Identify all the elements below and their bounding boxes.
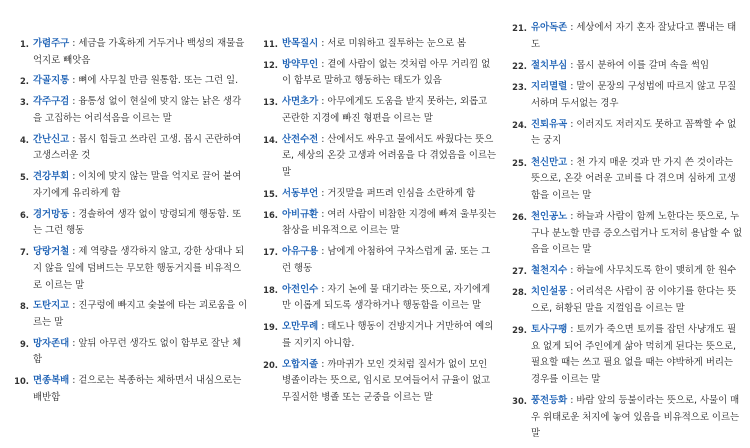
separator: : [321,38,325,49]
item-number: 27. [512,266,527,277]
list-item [504,393,744,443]
item-text [33,207,250,240]
separator: : [570,265,574,277]
item-text [531,155,744,205]
idiom-definition: 뼈에 사무칠 만큼 원통함. 또는 그런 일. [78,75,239,87]
separator: : [321,58,325,70]
item-text [282,319,499,352]
list-item [255,186,499,203]
item-text [282,282,499,315]
list-item [255,132,499,182]
separator: : [570,80,574,92]
separator: : [72,38,76,49]
separator: : [321,208,325,220]
list-item [504,79,744,112]
list-item [6,298,250,331]
idiom-term: 망자존대 [33,337,70,349]
idiom-definition: 세금을 가혹하게 거두거나 백성의 재물을 억지로 빼앗음 [33,38,245,66]
column-1 [6,0,250,411]
item-number: 10. [14,376,29,387]
item-number: 9. [19,338,29,349]
idiom-definition: 제 역량을 생각하지 않고, 강한 상대나 되지 않을 일에 덤벼드는 무모한 행동거지를 비유적으로 이르는 말 [33,246,245,291]
idiom-definition: 하늘에 사무치도록 한이 맺히게 한 원수 [576,265,737,277]
idiom-definition: 서로 미워하고 질투하는 눈으로 봄 [327,38,467,49]
idiom-definition: 몹시 힘들고 쓰라린 고생. 몹시 곤란하여 고생스러운 것 [33,133,242,162]
item-text [282,132,499,182]
list-item [255,282,499,315]
item-number: 8. [19,301,29,312]
separator: : [321,246,325,258]
idiom-term: 치인설몽 [531,286,568,298]
separator: : [72,171,76,183]
item-number: 16. [263,209,278,220]
idiom-definition: 산에서도 싸우고 물에서도 싸웠다는 뜻으로, 세상의 온갖 고생과 어려움을 다 겪었음을 이르는 말 [282,133,497,179]
item-number: 21. [512,23,527,33]
item-text [531,393,744,443]
item-text [531,20,744,53]
separator: : [570,324,574,336]
list-item [255,357,499,407]
list-item [6,94,250,127]
list-item [255,319,499,352]
list-item [6,244,250,294]
idiom-term: 유아독존 [531,22,568,33]
idiom-definition: 하늘과 사람이 함께 노한다는 뜻으로, 누구나 분노할 만큼 증오스럽거나 도저히 용납할 수 없음을 이르는 말 [531,210,743,256]
item-number: 22. [512,60,527,71]
separator: : [570,156,574,168]
idiom-term: 면종복배 [33,375,70,387]
idiom-definition: 겉으로는 복종하는 체하면서 내심으로는 배반함 [33,375,242,403]
idiom-term: 사면초가 [282,96,319,108]
idiom-definition: 몹시 분하여 이를 갈며 속을 썩임 [576,59,710,71]
separator: : [570,210,574,222]
list-item [504,58,744,75]
list-item [6,73,250,90]
item-number: 11. [263,39,278,49]
idiom-definition: 세상에서 자기 혼자 잘났다고 뽐내는 태도 [531,22,737,50]
item-number: 30. [512,396,527,407]
separator: : [321,283,325,295]
separator: : [72,246,76,258]
item-number: 12. [263,59,278,70]
item-text [33,373,250,406]
list-item [504,117,744,150]
idiom-definition: 토끼가 죽으면 토끼를 잡던 사냥개도 필요 없게 되어 주인에게 삶아 먹히게 된다는 뜻으로, 필요할 때는 쓰고 필요 없을 때는 야박하게 버리는 경우를 이르는 말 [531,324,737,386]
list-item [504,20,744,53]
item-text [33,132,250,165]
item-number: 14. [263,134,278,145]
item-number: 7. [19,247,29,258]
item-number: 29. [512,325,527,336]
item-text [33,244,250,294]
item-text [531,79,744,112]
item-text [282,57,499,90]
separator: : [72,133,76,145]
list-item [504,209,744,259]
item-text [33,94,250,127]
item-text [531,263,744,280]
idiom-term: 견강부회 [33,171,70,183]
list-item [6,36,250,69]
separator: : [570,286,574,298]
idiom-definition: 아무에게도 도움을 받지 못하는, 외롭고 곤란한 지경에 빠진 형편을 이르는 말 [282,96,488,124]
item-number: 19. [263,322,278,333]
item-text [33,73,250,90]
item-text [33,298,250,331]
separator: : [321,133,325,145]
idiom-definition: 남에게 아첨하여 구차스럽게 굶. 또는 그런 행동 [282,246,491,274]
item-text [531,322,744,388]
separator: : [321,358,325,370]
item-text [33,169,250,202]
list-item [255,207,499,240]
idiom-term: 절치부심 [531,59,568,71]
idiom-definition: 자기 논에 물 대기라는 뜻으로, 자기에게만 이롭게 되도록 생각하거나 행동함을 이르는 말 [282,283,491,312]
idiom-term: 방약무인 [282,58,319,70]
idiom-term: 반목질시 [282,38,319,49]
item-text [282,244,499,277]
idiom-definition: 진구렁에 빠지고 숯불에 타는 괴로움을 이르는 말 [33,300,248,328]
list-item [6,336,250,369]
item-text [282,94,499,127]
idiom-definition: 천 가지 매운 것과 만 가지 쓴 것이라는 뜻으로, 온갖 어려운 고비를 다 겪으며 심하게 고생함을 이르는 말 [531,156,736,201]
item-text [531,284,744,317]
idiom-definition: 앞뒤 아무런 생각도 없이 함부로 잘난 체함 [33,337,242,366]
idiom-definition: 경솔하여 생각 없이 망령되게 행동함. 또는 그런 행동 [33,208,242,237]
idiom-term: 토사구팽 [531,324,568,336]
separator: : [72,337,76,349]
idiom-definition: 곁에 사람이 없는 것처럼 아무 거리낌 없이 함부로 말하고 행동하는 태도가 있음 [282,58,491,87]
idiom-term: 경거망동 [33,208,70,220]
item-number: 26. [512,211,527,222]
item-text [531,209,744,259]
item-number: 6. [19,209,29,220]
separator: : [72,96,76,108]
idiom-term: 서동부언 [282,187,319,199]
idiom-definition: 여러 사람이 비참한 지경에 빠져 울부짖는 참상을 비유적으로 이르는 말 [282,208,497,237]
idiom-term: 간난신고 [33,133,70,145]
separator: : [72,75,76,87]
list-item [6,207,250,240]
list-item [504,155,744,205]
item-text [282,357,499,407]
item-number: 15. [263,188,278,199]
separator: : [321,96,325,108]
column-3 [504,0,744,448]
separator: : [570,395,574,407]
idiom-term: 지리멸렬 [531,80,568,92]
list-item [6,373,250,406]
item-number: 18. [263,284,278,295]
item-number: 1. [19,39,29,49]
item-text [33,336,250,369]
item-text [282,186,499,203]
list-item [504,263,744,280]
item-number: 20. [263,359,278,370]
item-number: 2. [19,76,29,87]
item-number: 28. [512,287,527,298]
item-number: 23. [512,81,527,92]
idiom-term: 각골지통 [33,75,70,87]
idiom-definition: 거짓말을 퍼뜨려 인심을 소란하게 함 [327,187,476,199]
idiom-term: 천인공노 [531,210,568,222]
separator: : [72,375,76,387]
idiom-term: 아전인수 [282,283,319,295]
idiom-definition: 융통성 없이 현실에 맞지 않는 낡은 생각을 고집하는 어리석음을 이르는 말 [33,96,242,124]
list-item [6,169,250,202]
list-item [255,244,499,277]
item-text [282,36,499,53]
separator: : [321,321,325,333]
item-number: 13. [263,97,278,108]
list-item [504,322,744,388]
item-number: 3. [19,97,29,108]
idiom-term: 아유구용 [282,246,319,258]
item-text [531,117,744,150]
idiom-term: 아비규환 [282,208,319,220]
separator: : [321,187,325,199]
separator: : [570,118,574,130]
idiom-definition: 태도나 행동이 건방지거나 거만하여 예의를 지키지 아니함. [282,321,494,349]
idiom-definition: 어리석은 사람이 꿈 이야기를 한다는 뜻으로, 허황된 말을 지껄임을 이르는 말 [531,286,737,315]
idiom-term: 도탄지고 [33,300,70,312]
idiom-term: 산전수전 [282,133,319,145]
idiom-definition: 까마귀가 모인 것처럼 질서가 없이 모인 병졸이라는 뜻으로, 임시로 모여들어서 규율이 없고 무질서한 병졸 또는 군중을 이르는 말 [282,358,491,403]
item-number: 5. [19,172,29,183]
idiom-term: 철천지수 [531,265,568,277]
list-item [6,132,250,165]
list-item [255,36,499,53]
list-item [504,284,744,317]
idiom-term: 오만무례 [282,321,319,333]
column-2 [255,0,499,411]
idiom-definition: 말이 문장의 구성법에 따르지 않고 무질서하며 두서없는 경우 [531,80,737,109]
item-text [282,207,499,240]
idiom-term: 당랑거철 [33,246,70,258]
idiom-term: 풍전등화 [531,395,568,407]
idiom-term: 각주구검 [33,96,70,108]
idiom-definition: 바람 앞의 등불이라는 뜻으로, 사물이 매우 위태로운 처지에 놓여 있음을 비유적으로 이르는 말 [531,395,740,440]
item-number: 24. [512,119,527,130]
separator: : [570,59,574,71]
list-item [255,94,499,127]
idiom-definition: 이치에 맞지 않는 말을 억지로 끌어 붙여 자기에게 유리하게 함 [33,171,242,199]
item-text [531,58,744,75]
item-number: 4. [19,134,29,145]
idiom-term: 오합지졸 [282,358,319,370]
item-number: 25. [512,157,527,168]
idiom-term: 가렴주구 [33,38,70,49]
list-item [255,57,499,90]
idiom-term: 천신만고 [531,156,568,168]
separator: : [570,22,574,33]
separator: : [72,300,76,312]
idiom-term: 진퇴유곡 [531,118,568,130]
item-text [33,36,250,69]
idiom-definition: 이러지도 저러지도 못하고 꼼짝할 수 없는 궁지 [531,118,737,147]
item-number: 17. [263,247,278,258]
separator: : [72,208,76,220]
